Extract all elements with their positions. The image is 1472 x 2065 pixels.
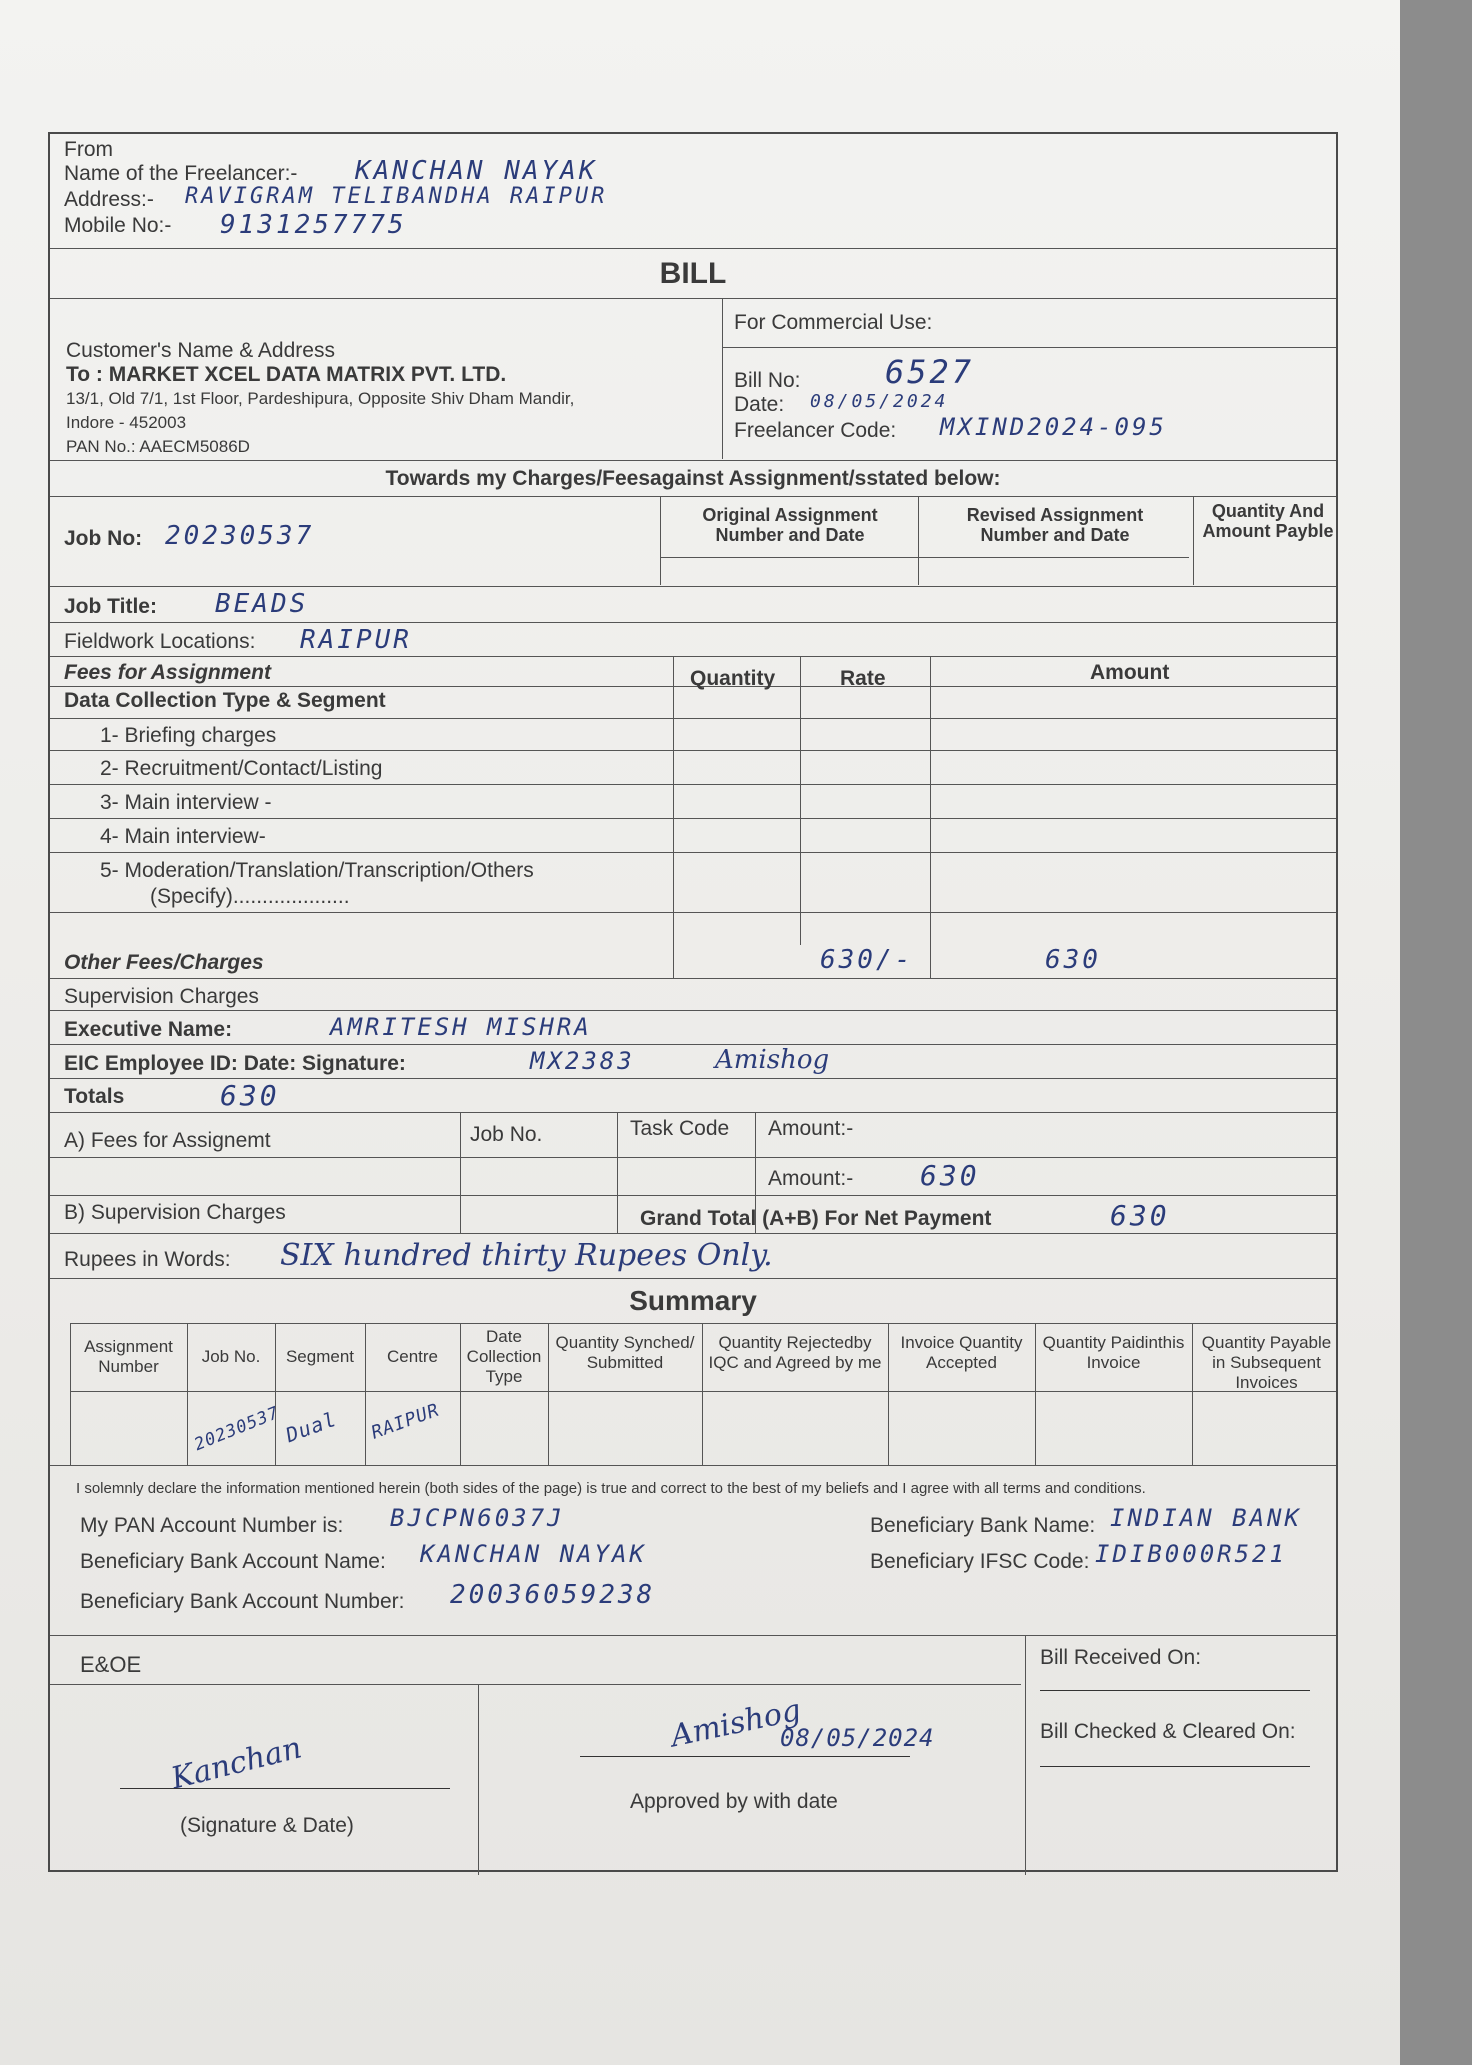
fees-type-header: Data Collection Type & Segment — [64, 689, 386, 712]
divider — [548, 1323, 549, 1465]
totals-label: Totals — [64, 1085, 125, 1108]
from-label: From — [64, 138, 113, 161]
table-row — [50, 719, 1336, 751]
totals-value: 630 — [220, 1079, 280, 1112]
job-title-row — [50, 587, 1336, 623]
job-title-value: BEADS — [215, 589, 309, 619]
freelancer-name-value: KANCHAN NAYAK — [355, 156, 598, 186]
declaration-text: I solemnly declare the information mentioned herein (both sides of the page) is true and correct to the best of my beliefs and I agree with all terms and conditions. — [76, 1480, 1146, 1497]
summary-header-invoice-qty: Invoice Quantity Accepted — [900, 1333, 1023, 1372]
customer-section — [50, 299, 1336, 461]
task-code-header: Task Code — [630, 1117, 730, 1140]
revised-assignment-header: Revised Assignment Number and Date — [966, 505, 1144, 545]
summary-header-qty-synched: Quantity Synched/ Submitted — [555, 1333, 695, 1372]
original-assignment-header: Original Assignment Number and Date — [702, 505, 878, 545]
grand-total-label: Grand Total (A+B) For Net Payment — [640, 1207, 992, 1230]
summary-header-qty-payable: Quantity Payable in Subsequent Invoices — [1201, 1333, 1332, 1392]
fees-item-4: 4- Main interview- — [100, 825, 266, 848]
summary-header-job-no: Job No. — [201, 1347, 261, 1366]
fees-rate-header: Rate — [840, 667, 886, 690]
supervision-charges-b-label: B) Supervision Charges — [64, 1201, 286, 1224]
fees-for-assignment-label: A) Fees for Assignemt — [64, 1129, 271, 1152]
address-label: Address:- — [64, 188, 154, 211]
address-value: RAVIGRAM TELIBANDHA RAIPUR — [185, 184, 608, 209]
divider — [1192, 1323, 1193, 1465]
divider — [1193, 497, 1194, 585]
date-label: Date: — [734, 393, 785, 416]
divider — [660, 557, 1189, 558]
divider — [50, 1157, 1336, 1158]
signature-value: Kanchan — [167, 1730, 306, 1797]
fees-item-3: 3- Main interview - — [100, 791, 272, 814]
approved-label: Approved by with date — [630, 1790, 838, 1813]
grand-total-value: 630 — [1110, 1199, 1170, 1232]
divider — [187, 1323, 188, 1465]
footer-section — [50, 1635, 1336, 1875]
summary-centre-value: RAIPUR — [368, 1399, 443, 1444]
quantity-amount-header: Quantity And Amount Payble — [1202, 501, 1334, 541]
table-row — [50, 687, 1336, 719]
pan-value: BJCPN6037J — [390, 1504, 565, 1532]
table-row — [50, 785, 1336, 819]
account-number-value: 20036059238 — [450, 1580, 656, 1610]
job-no-value: 20230537 — [165, 521, 315, 551]
divider — [50, 1195, 1336, 1196]
fees-heading: Fees for Assignment — [64, 661, 271, 684]
other-fees-rate: 630/- — [820, 945, 914, 975]
bill-no-label: Bill No: — [734, 369, 801, 392]
customer-address-line1: 13/1, Old 7/1, 1st Floor, Pardeshipura, Opposite Shiv Dham Mandir, — [66, 389, 575, 408]
customer-pan: PAN No.: AAECM5086D — [66, 437, 250, 456]
other-fees-row — [50, 945, 1336, 979]
account-number-label: Beneficiary Bank Account Number: — [80, 1590, 405, 1613]
towards-line: Towards my Charges/Feesagainst Assignment/sstated below: — [50, 461, 1336, 497]
grand-total-row — [50, 1199, 1336, 1233]
totals-row — [50, 1079, 1336, 1113]
approved-line — [580, 1756, 910, 1757]
commercial-heading: For Commercial Use: — [734, 311, 933, 334]
table-row — [50, 751, 1336, 785]
freelancer-code-label: Freelancer Code: — [734, 419, 897, 442]
divider — [722, 299, 723, 459]
signature-line — [120, 1788, 450, 1789]
fees-quantity-header: Quantity — [690, 667, 776, 690]
bank-name-value: INDIAN BANK — [1110, 1504, 1302, 1532]
rupees-words-label: Rupees in Words: — [64, 1248, 231, 1271]
summary-job-no-value: 20230537 — [191, 1402, 283, 1456]
ifsc-label: Beneficiary IFSC Code: — [870, 1550, 1090, 1573]
account-name-value: KANCHAN NAYAK — [420, 1540, 647, 1568]
eic-signature: Amishog — [715, 1045, 830, 1075]
fieldwork-label: Fieldwork Locations: — [64, 630, 256, 653]
eoe-label: E&OE — [80, 1652, 142, 1677]
bill-checked-line — [1040, 1766, 1310, 1767]
divider — [673, 945, 674, 979]
divider — [275, 1323, 276, 1465]
mobile-label: Mobile No:- — [64, 214, 172, 237]
fees-amount-header: Amount — [1090, 661, 1170, 684]
divider — [930, 945, 931, 979]
bill-no-value: 6527 — [885, 353, 975, 391]
totals-job-no-header: Job No. — [470, 1123, 543, 1146]
bank-name-label: Beneficiary Bank Name: — [870, 1514, 1096, 1537]
freelancer-name-label: Name of the Freelancer:- — [64, 162, 298, 185]
words-row — [50, 1233, 1336, 1279]
divider — [702, 1323, 703, 1465]
amount-b-value: 630 — [920, 1159, 980, 1192]
divider — [888, 1323, 889, 1465]
divider — [365, 1323, 366, 1465]
fees-item-2: 2- Recruitment/Contact/Listing — [100, 757, 383, 780]
other-fees-amount: 630 — [1045, 945, 1101, 975]
bill-checked-label: Bill Checked & Cleared On: — [1040, 1720, 1296, 1743]
divider — [70, 1391, 1336, 1392]
approved-signature: Amishog — [667, 1692, 804, 1755]
summary-title: Summary — [629, 1285, 757, 1316]
amount-b-label: Amount:- — [768, 1167, 854, 1190]
summary-header-centre: Centre — [386, 1347, 439, 1366]
signature-label: (Signature & Date) — [180, 1814, 354, 1837]
divider — [1025, 1636, 1026, 1875]
divider — [50, 1684, 1021, 1685]
divider — [660, 497, 661, 585]
job-title-label: Job Title: — [64, 595, 157, 618]
approved-date: 08/05/2024 — [780, 1724, 935, 1752]
fieldwork-row — [50, 623, 1336, 657]
table-row — [50, 819, 1336, 853]
fees-item-5-specify: (Specify).................... — [150, 885, 350, 908]
customer-heading: Customer's Name & Address — [66, 339, 335, 362]
mobile-value: 9131257775 — [220, 210, 407, 240]
divider — [478, 1684, 479, 1875]
date-value: 08/05/2024 — [810, 391, 949, 412]
eic-row — [50, 1045, 1336, 1079]
supervision-row — [50, 979, 1336, 1011]
executive-value: AMRITESH MISHRA — [330, 1013, 592, 1041]
summary-table — [70, 1323, 1336, 1465]
divider — [460, 1323, 461, 1465]
summary-header-qty-paid: Quantity Paidinthis Invoice — [1042, 1333, 1185, 1372]
divider — [722, 347, 1336, 348]
eic-label: EIC Employee ID: Date: Signature: — [64, 1052, 406, 1075]
other-fees-heading: Other Fees/Charges — [64, 951, 264, 974]
executive-label: Executive Name: — [64, 1018, 233, 1041]
summary-header-segment: Segment — [285, 1347, 355, 1366]
divider — [70, 1323, 1336, 1324]
fieldwork-value: RAIPUR — [300, 625, 412, 655]
divider — [918, 497, 919, 585]
customer-address-line2: Indore - 452003 — [66, 413, 187, 432]
table-row — [50, 853, 1336, 913]
customer-to-line: To : MARKET XCEL DATA MATRIX PVT. LTD. — [66, 363, 507, 386]
from-section — [50, 134, 1336, 249]
summary-header-assignment-number: Assignment Number — [84, 1337, 173, 1376]
declaration-section — [50, 1465, 1336, 1636]
account-name-label: Beneficiary Bank Account Name: — [80, 1550, 386, 1573]
bill-received-line — [1040, 1690, 1310, 1691]
ifsc-value: IDIB000R521 — [1095, 1540, 1287, 1568]
supervision-label: Supervision Charges — [64, 985, 259, 1008]
divider — [70, 1323, 71, 1465]
eic-id-value: MX2383 — [530, 1047, 635, 1075]
summary-header-date-collection: Date Collection Type — [466, 1327, 542, 1386]
executive-row — [50, 1011, 1336, 1045]
freelancer-code-value: MXIND2024-095 — [940, 413, 1167, 441]
bill-received-label: Bill Received On: — [1040, 1646, 1202, 1669]
fees-item-5: 5- Moderation/Translation/Transcription/Others — [100, 859, 534, 882]
summary-header-qty-rejected: Quantity Rejectedby IQC and Agreed by me — [708, 1333, 882, 1372]
summary-segment-value: Dual — [282, 1406, 340, 1448]
bill-form — [48, 132, 1338, 1872]
divider — [1035, 1323, 1036, 1465]
rupees-words-value: SIX hundred thirty Rupees Only. — [280, 1238, 773, 1273]
bill-title: BILL — [50, 249, 1336, 299]
amount-a-label: Amount:- — [768, 1117, 854, 1140]
pan-label: My PAN Account Number is: — [80, 1514, 344, 1537]
fees-item-1: 1- Briefing charges — [100, 724, 277, 747]
job-row — [50, 497, 1336, 587]
job-no-label: Job No: — [64, 527, 143, 550]
